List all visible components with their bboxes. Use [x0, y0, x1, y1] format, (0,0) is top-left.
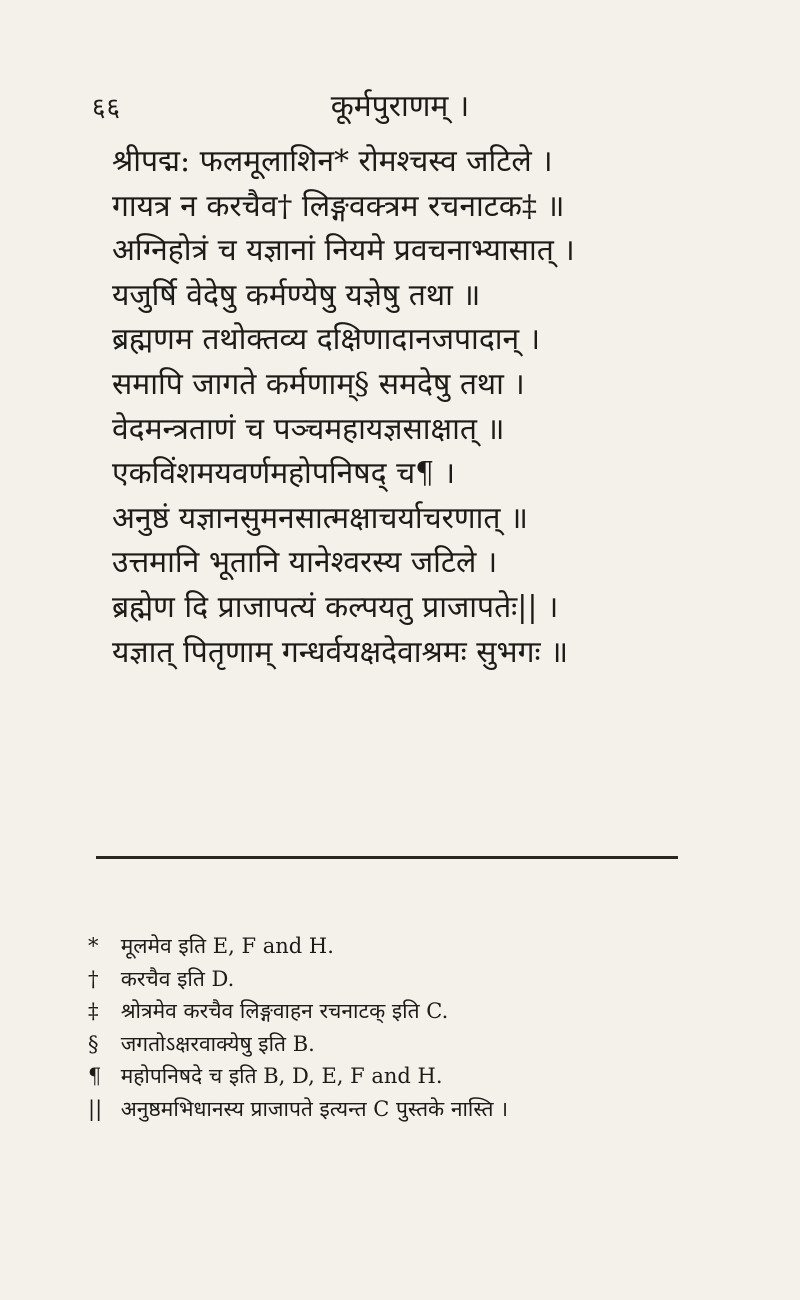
footnote-marker: † — [88, 966, 99, 991]
footnote — [88, 1060, 728, 1093]
footnote-marker: * — [88, 934, 99, 958]
footnote-marker: ‡ — [88, 999, 99, 1023]
verse-line: यज्ञात् पितृणाम् गन्धर्वयक्षदेवाश्रमः सुभगः ॥ — [112, 634, 569, 670]
page-number: ६६ — [92, 93, 122, 123]
footnote-separator — [96, 856, 678, 859]
verse-line: समापि जागते कर्मणाम्§ समदेषु तथा । — [112, 366, 525, 402]
verse-line: गायत्र न करचैव† लिङ्गवक्त्रम रचनाटक‡ ॥ — [112, 188, 565, 224]
footnote-text: मूलमेव इति E, F and H. — [120, 934, 334, 958]
footnote-marker: § — [88, 1031, 99, 1056]
verse-line: अनुष्ठं यज्ञानसुमनसात्मक्षाचर्याचरणात् ॥ — [112, 500, 529, 536]
footnote — [88, 930, 728, 963]
footnote — [88, 1028, 728, 1061]
verse-line: यजुर्षि वेदेषु कर्मण्येषु यज्ञेषु तथा ॥ — [112, 277, 481, 313]
footnote-text: अनुष्ठमभिधानस्य प्राजापते इत्यन्त C पुस्तके नास्ति । — [120, 1096, 509, 1121]
verse-line: अग्निहोत्रं च यज्ञानां नियमे प्रवचनाभ्यासात् । — [112, 233, 575, 269]
footnote-text: महोपनिषदे च इति B, D, E, F and H. — [120, 1064, 443, 1088]
verse-line: ब्रह्मणम तथोक्तव्य दक्षिणादानजपादान् । — [112, 322, 541, 358]
footnote-text: श्रोत्रमेव करचैव लिङ्गवाहन रचनाटक् इति C. — [120, 999, 449, 1023]
footnote-marker: || — [88, 1096, 103, 1121]
verse-line: ब्रह्मेण दि प्राजापत्यं कल्पयतु प्राजापतेः|| । — [112, 589, 559, 625]
footnote — [88, 963, 728, 996]
verse-line: उत्तमानि भूतानि यानेश्वरस्य जटिले । — [112, 545, 498, 581]
verse-line: एकविंशमयवर्णमहोपनिषद् च¶ । — [112, 456, 456, 492]
footnote-marker: ¶ — [88, 1064, 102, 1088]
footnote — [88, 1093, 728, 1126]
footnote — [88, 995, 728, 1028]
verse-line: श्रीपद्म: फलमूलाशिन* रोमश्चस्व जटिले । — [112, 144, 553, 179]
footnote-text: जगतोऽक्षरवाक्येषु इति B. — [120, 1031, 315, 1056]
footnote-text: करचैव इति D. — [120, 966, 235, 991]
footnotes — [88, 930, 728, 1125]
verse-block — [112, 140, 672, 675]
verse-line: वेदमन्त्रताणं च पञ्चमहायज्ञसाक्षात् ॥ — [112, 411, 505, 447]
running-title: कूर्मपुराणम् । — [330, 89, 470, 124]
